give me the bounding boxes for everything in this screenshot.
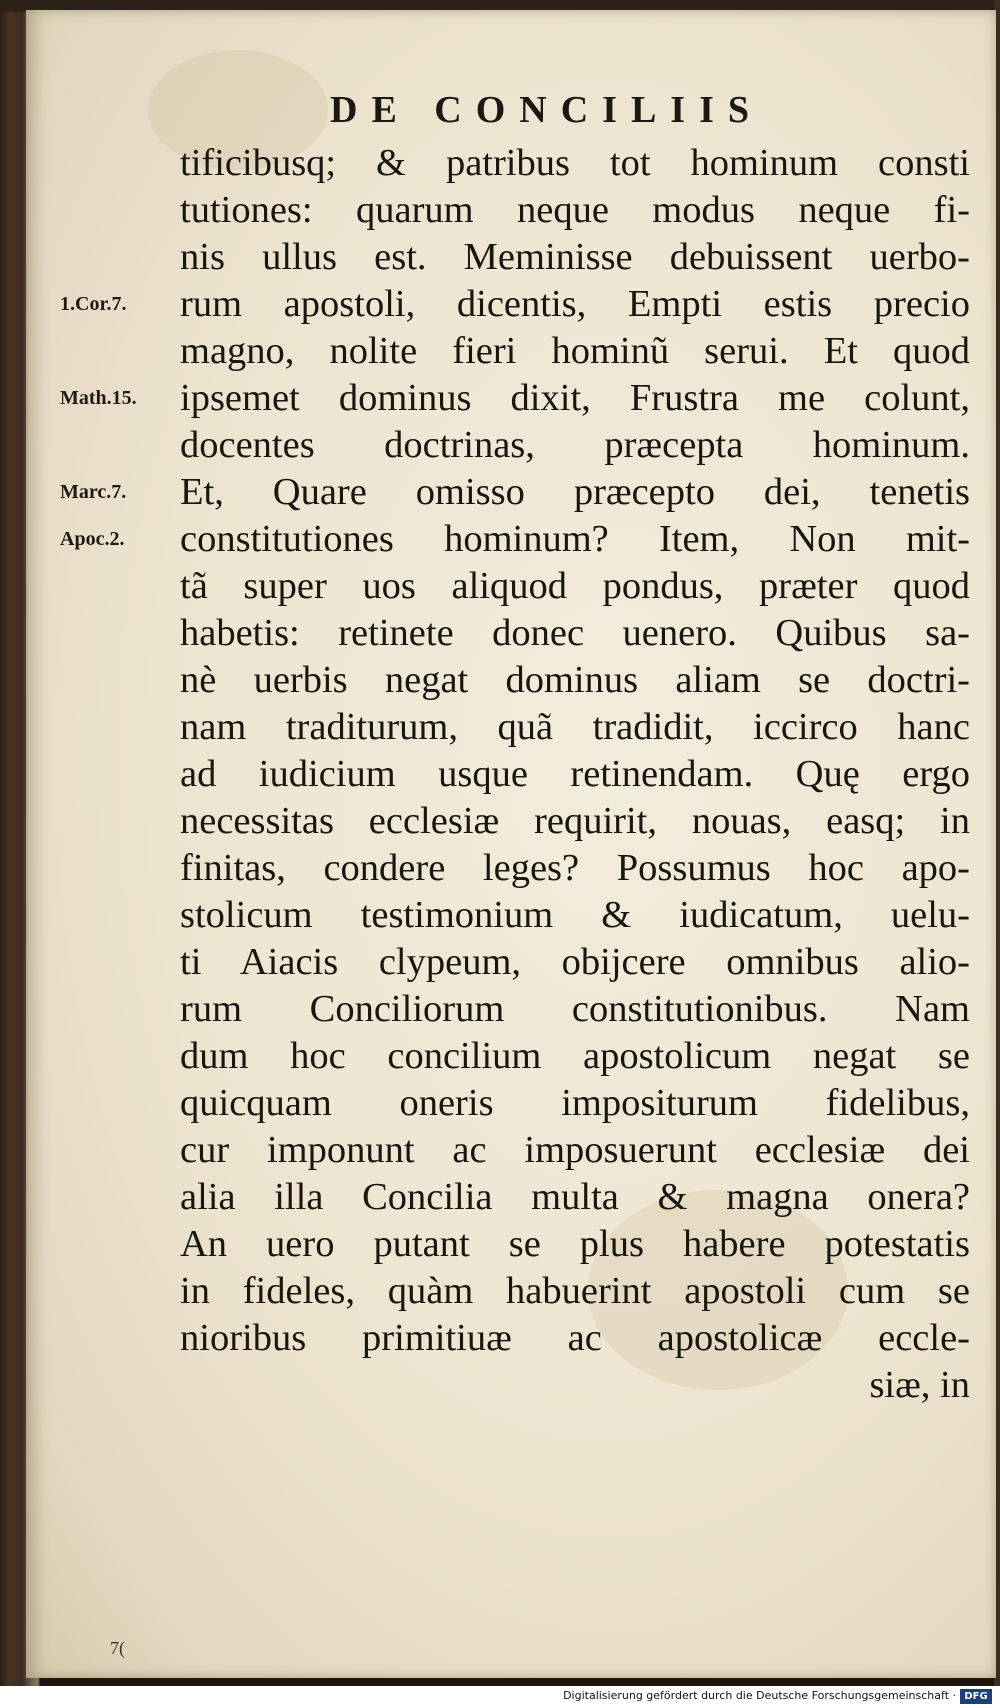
text-line: An uero putant se plus habere potestatis <box>180 1223 970 1265</box>
text-line: rum apostoli, dicentis, Empti estis precio <box>180 283 970 325</box>
text-line: tã super uos aliquod pondus, præter quod <box>180 565 970 607</box>
text-line: cur imponunt ac imposuerunt ecclesiæ dei <box>180 1129 970 1171</box>
text-line: Et, Quare omisso præcepto dei, tenetis <box>180 471 970 513</box>
text-line: nè uerbis negat dominus aliam se doctri- <box>180 659 970 701</box>
marginal-note: Apoc.2. <box>60 528 125 550</box>
text-line: habetis: retinete donec uenero. Quibus sa- <box>180 612 970 654</box>
text-line: ipsemet dominus dixit, Frustra me colunt, <box>180 377 970 419</box>
text-line: constitutiones hominum? Item, Non mit- <box>180 518 970 560</box>
text-line: siæ, in <box>869 1364 970 1406</box>
text-line: nioribus primitiuæ ac apostolicæ eccle- <box>180 1317 970 1359</box>
text-line: nam traditurum, quã tradidit, iccirco hanc <box>180 706 970 748</box>
text-line: tutiones: quarum neque modus neque fi- <box>180 189 970 231</box>
text-line: in fideles, quàm habuerint apostoli cum se <box>180 1270 970 1312</box>
text-line: stolicum testimonium & iudicatum, uelu- <box>180 894 970 936</box>
text-line: quicquam oneris impositurum fidelibus, <box>180 1082 970 1124</box>
digitization-credit-bar <box>0 1686 1000 1708</box>
running-head: DE CONCILIIS <box>330 89 764 131</box>
text-line: magno, nolite fieri hominũ serui. Et quod <box>180 330 970 372</box>
text-line: docentes doctrinas, præcepta hominum. <box>180 424 970 466</box>
text-line: ti Aiacis clypeum, obijcere omnibus alio- <box>180 941 970 983</box>
credit-text: Digitalisierung gefördert durch die Deutsche Forschungsgemeinschaft · <box>563 1689 956 1702</box>
text-line: ad iudicium usque retinendam. Quę ergo <box>180 753 970 795</box>
text-line: necessitas ecclesiæ requirit, nouas, easq; in <box>180 800 970 842</box>
text-line: alia illa Concilia multa & magna onera? <box>180 1176 970 1218</box>
body-text <box>180 140 970 1409</box>
text-line: nis ullus est. Meminisse debuissent uerbo- <box>180 236 970 278</box>
text-line: dum hoc concilium apostolicum negat se <box>180 1035 970 1077</box>
dfg-logo: DFG <box>960 1689 992 1704</box>
marginal-note: Marc.7. <box>60 481 127 503</box>
text-line: rum Conciliorum constitutionibus. Nam <box>180 988 970 1030</box>
marginal-note: 1.Cor.7. <box>60 293 127 315</box>
text-line: tificibusq; & patribus tot hominum consti <box>180 142 970 184</box>
text-line: finitas, condere leges? Possumus hoc apo- <box>180 847 970 889</box>
signature-mark: 7( <box>110 1638 125 1658</box>
marginal-note: Math.15. <box>60 387 137 409</box>
